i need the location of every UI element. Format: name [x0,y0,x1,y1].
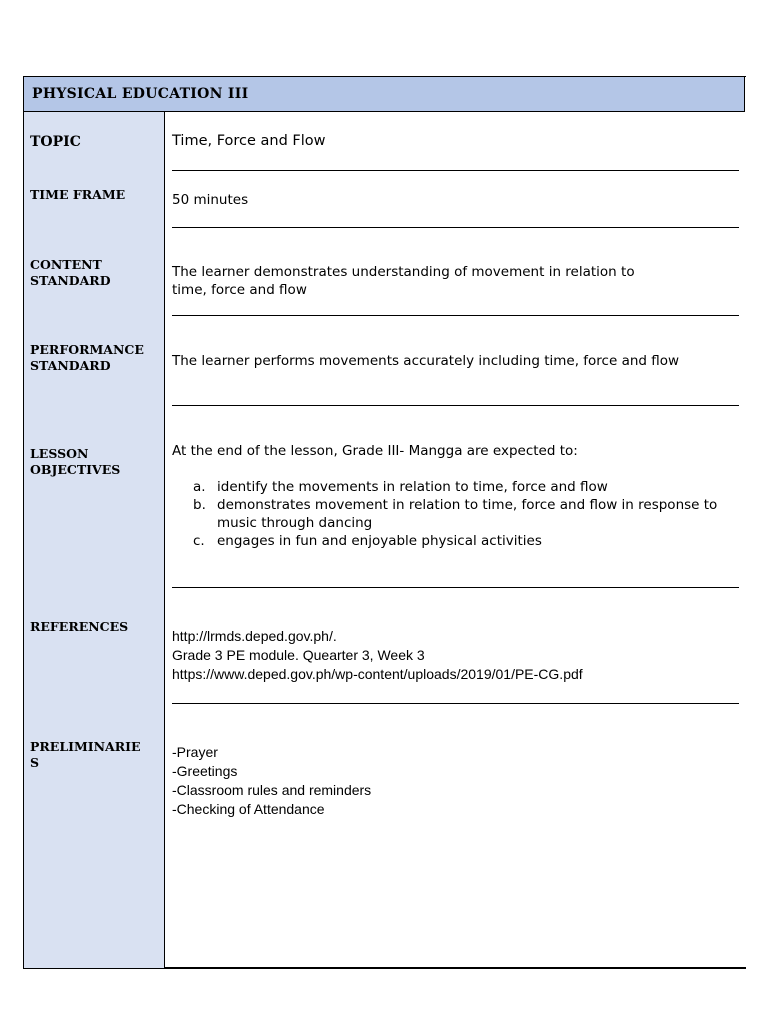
lesson-objectives-intro: At the end of the lesson, Grade III- Mangga are expected to: [172,443,578,459]
row-divider [172,170,739,171]
objective-marker: b. [193,497,206,513]
objective-item [172,478,732,496]
topic-label: TOPIC [30,134,81,150]
content-standard-value [172,263,635,299]
objective-text: demonstrates movement in relation to time, force and flow in response to music through dancing [217,497,718,531]
performance-standard-label-line: PERFORMANCE [30,342,144,357]
reference-line: Grade 3 PE module. Quearter 3, Week 3 [172,647,425,663]
reference-line: https://www.deped.gov.ph/wp-content/uploads/2019/01/PE-CG.pdf [172,666,583,682]
time-frame-value: 50 minutes [172,192,249,208]
preliminary-line: -Prayer [172,744,218,760]
time-frame-label: TIME FRAME [30,187,126,202]
references-value [172,627,583,684]
content-standard-label-line: CONTENT [30,257,102,272]
preliminaries-label-line: PRELIMINARIE [30,739,141,754]
preliminary-line: -Classroom rules and reminders [172,782,372,798]
topic-value: Time, Force and Flow [172,133,326,149]
objective-item [172,496,732,532]
lesson-objectives-list [172,478,732,550]
lesson-objectives-label [30,446,120,478]
preliminary-line: -Checking of Attendance [172,801,325,817]
lesson-plan-table [23,76,746,969]
lesson-objectives-label-line: LESSON [30,446,89,461]
row-divider [172,405,739,406]
content-standard-label [30,257,111,289]
document-title: PHYSICAL EDUCATION III [32,86,249,102]
row-divider [172,227,739,228]
objective-marker: c. [193,533,205,549]
objective-item [172,532,732,550]
label-column [24,112,165,968]
row-divider [172,587,739,588]
objectives-list [172,478,732,550]
performance-standard-value: The learner performs movements accurately including time, force and flow [172,353,680,369]
lesson-objectives-label-line: OBJECTIVES [30,462,121,477]
objective-text: identify the movements in relation to time, force and flow [217,479,608,495]
performance-standard-label [30,342,144,374]
objective-text: engages in fun and enjoyable physical activities [217,533,542,549]
objective-marker: a. [193,479,206,495]
preliminaries-label-line: S [30,755,40,770]
row-divider [172,315,739,316]
title-bar [24,77,745,112]
preliminaries-label [30,739,141,771]
preliminary-line: -Greetings [172,763,238,779]
preliminaries-value [172,743,371,819]
content-standard-line: The learner demonstrates understanding of movement in relation to [172,264,635,280]
row-divider [172,703,739,704]
content-standard-label-line: STANDARD [30,273,111,288]
references-label: REFERENCES [30,619,129,634]
reference-line: http://lrmds.deped.gov.ph/. [172,628,337,644]
performance-standard-label-line: STANDARD [30,358,111,373]
content-standard-line: time, force and flow [172,282,307,298]
